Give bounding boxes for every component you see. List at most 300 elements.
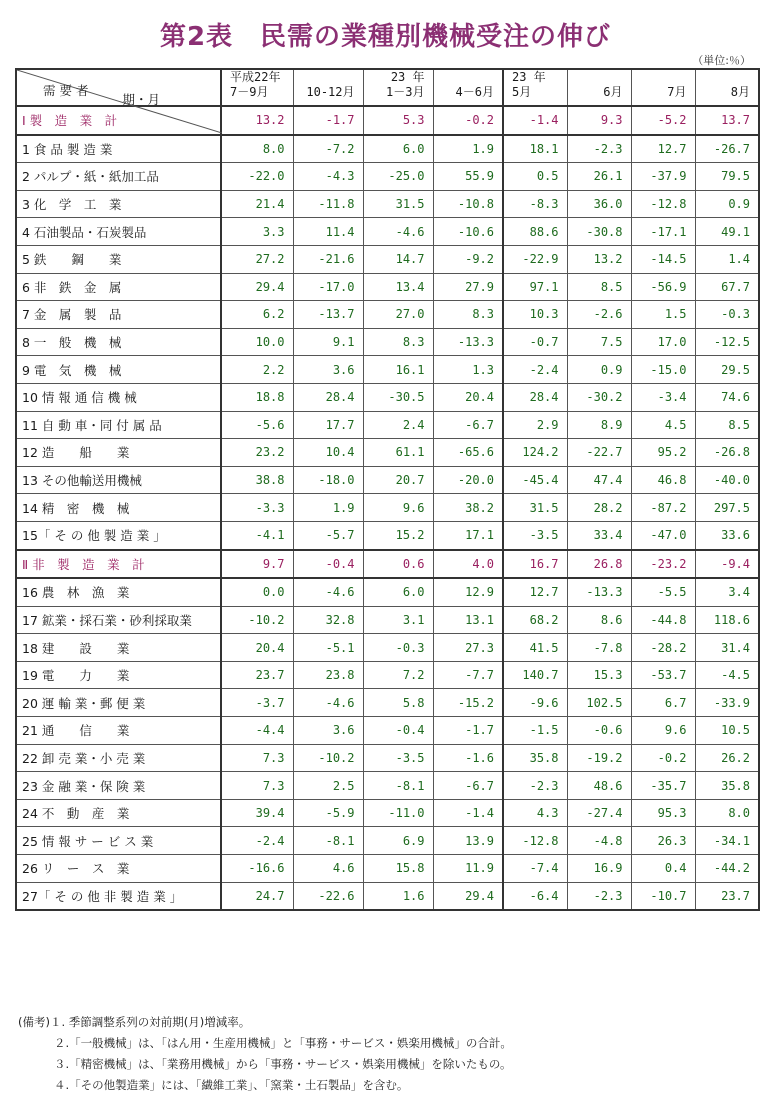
industry-label: 3 化 学 工 業 [16, 190, 221, 218]
table-cell: 3.3 [221, 218, 293, 246]
table-cell: 1.9 [433, 135, 503, 163]
industry-label: 14 精 密 機 械 [16, 494, 221, 522]
table-cell: 13.1 [433, 606, 503, 634]
table-cell: -26.8 [695, 439, 759, 467]
table-cell: -10.2 [293, 744, 363, 772]
industry-label: 12 造 船 業 [16, 439, 221, 467]
table-cell: 17.7 [293, 411, 363, 439]
table-cell: 1.9 [293, 494, 363, 522]
table-cell: 8.6 [567, 606, 631, 634]
table-row [16, 689, 759, 717]
table-cell: -0.7 [503, 328, 567, 356]
industry-label: 9 電 気 機 械 [16, 356, 221, 384]
column-header [631, 69, 695, 106]
table-cell: -56.9 [631, 273, 695, 301]
industry-label: 19 電 力 業 [16, 661, 221, 689]
table-cell: 2.2 [221, 356, 293, 384]
column-header-line1: 23 年 [390, 70, 425, 84]
table-cell: 26.1 [567, 163, 631, 191]
table-cell: 61.1 [363, 439, 433, 467]
table-cell: -45.4 [503, 466, 567, 494]
table-cell: 1.6 [363, 882, 433, 910]
table-row [16, 799, 759, 827]
table-row [16, 744, 759, 772]
subtotal-value: 4.0 [433, 550, 503, 579]
notes [18, 1012, 512, 1096]
table-row [16, 717, 759, 745]
table-cell: -6.7 [433, 411, 503, 439]
table-cell: -3.7 [221, 689, 293, 717]
subtotal-label: Ⅰ 製 造 業 計 [16, 106, 221, 135]
table-cell: 102.5 [567, 689, 631, 717]
industry-label: 25 情 報 サ ー ビ ス 業 [16, 827, 221, 855]
table-row [16, 521, 759, 549]
table-cell: -9.6 [503, 689, 567, 717]
column-header-line1: 23 年 [512, 70, 546, 84]
table-cell: -30.8 [567, 218, 631, 246]
table-cell: -1.6 [433, 744, 503, 772]
table-cell: 13.2 [567, 245, 631, 273]
table-cell: 31.5 [503, 494, 567, 522]
table-cell: 38.2 [433, 494, 503, 522]
table-cell: 38.8 [221, 466, 293, 494]
header-corner [16, 69, 221, 106]
table-cell: -0.3 [695, 301, 759, 329]
table-cell: -11.8 [293, 190, 363, 218]
table-cell: 0.5 [503, 163, 567, 191]
table-cell: 32.8 [293, 606, 363, 634]
subtotal-value: 26.8 [567, 550, 631, 579]
industry-label: 10 情 報 通 信 機 械 [16, 383, 221, 411]
table-cell: -40.0 [695, 466, 759, 494]
industry-label: 2 パルプ・紙・紙加工品 [16, 163, 221, 191]
table-cell: 27.3 [433, 634, 503, 662]
subtotal-value: -23.2 [631, 550, 695, 579]
table-cell: -3.5 [503, 521, 567, 549]
industry-label: 11 自 動 車・同 付 属 品 [16, 411, 221, 439]
table-cell: 124.2 [503, 439, 567, 467]
column-header-line2: 4－6月 [455, 85, 494, 99]
industry-label: 26 リ ー ス 業 [16, 855, 221, 883]
column-header-line2: 8月 [730, 85, 750, 99]
column-header [433, 69, 503, 106]
table-cell: -27.4 [567, 799, 631, 827]
table-cell: 74.6 [695, 383, 759, 411]
table-cell: 14.7 [363, 245, 433, 273]
table-cell: 8.9 [567, 411, 631, 439]
industry-label: 23 金 融 業・保 険 業 [16, 772, 221, 800]
industry-label: 6 非 鉄 金 属 [16, 273, 221, 301]
page-title: 第2表 民需の業種別機械受注の伸び [159, 22, 612, 52]
table-cell: -22.7 [567, 439, 631, 467]
table-cell: 8.5 [567, 273, 631, 301]
table-cell: 0.9 [695, 190, 759, 218]
subtotal-value: 13.7 [695, 106, 759, 135]
table-cell: 18.8 [221, 383, 293, 411]
table-cell: -6.7 [433, 772, 503, 800]
industry-label: 18 建 設 業 [16, 634, 221, 662]
table-cell: 95.2 [631, 439, 695, 467]
table-cell: 8.0 [695, 799, 759, 827]
table-cell: 29.4 [433, 882, 503, 910]
table-cell: 20.7 [363, 466, 433, 494]
table-cell: 3.1 [363, 606, 433, 634]
table-cell: 10.3 [503, 301, 567, 329]
table-cell: 2.4 [363, 411, 433, 439]
table-cell: -2.3 [503, 772, 567, 800]
table-cell: 6.7 [631, 689, 695, 717]
table-cell: 118.6 [695, 606, 759, 634]
table-cell: -4.3 [293, 163, 363, 191]
table-cell: -0.4 [363, 717, 433, 745]
note-2: ２.「一般機械」は、「はん用・生産用機械」と「事務・サービス・娯楽用機械」の合計。 [54, 1036, 512, 1050]
table-cell: 7.2 [363, 661, 433, 689]
table-cell: 7.3 [221, 744, 293, 772]
table-cell: 7.5 [567, 328, 631, 356]
table-cell: 16.1 [363, 356, 433, 384]
table-row [16, 661, 759, 689]
table-row [16, 882, 759, 910]
table-cell: -2.3 [567, 135, 631, 163]
table-cell: 11.9 [433, 855, 503, 883]
table-cell: -2.4 [503, 356, 567, 384]
note-3: ３.「精密機械」は、「業務用機械」から「事務・サービス・娯楽用機械」を除いたもの。 [54, 1057, 512, 1071]
subtotal-row [16, 550, 759, 579]
column-header-line2: 7月 [667, 85, 687, 99]
table-cell: -5.1 [293, 634, 363, 662]
table-cell: 28.4 [503, 383, 567, 411]
column-header-line2: 10-12月 [306, 85, 355, 99]
table-cell: -1.7 [433, 717, 503, 745]
industry-label: 21 通 信 業 [16, 717, 221, 745]
table-cell: 55.9 [433, 163, 503, 191]
table-cell: -25.0 [363, 163, 433, 191]
column-header [221, 69, 293, 106]
table-cell: -17.1 [631, 218, 695, 246]
table-cell: -7.2 [293, 135, 363, 163]
table-cell: -9.2 [433, 245, 503, 273]
subtotal-value: 9.7 [221, 550, 293, 579]
table-row [16, 135, 759, 163]
table-cell: -3.4 [631, 383, 695, 411]
table-cell: 27.0 [363, 301, 433, 329]
table-cell: 5.8 [363, 689, 433, 717]
table-cell: -7.7 [433, 661, 503, 689]
table-cell: -2.3 [567, 882, 631, 910]
table-cell: 49.1 [695, 218, 759, 246]
table-cell: -8.1 [363, 772, 433, 800]
table-cell: -10.8 [433, 190, 503, 218]
column-header [695, 69, 759, 106]
table-cell: 8.3 [363, 328, 433, 356]
table-cell: 297.5 [695, 494, 759, 522]
table-cell: -11.0 [363, 799, 433, 827]
table-cell: 4.6 [293, 855, 363, 883]
table-cell: -13.3 [433, 328, 503, 356]
industry-label: 8 一 般 機 械 [16, 328, 221, 356]
table-cell: 28.2 [567, 494, 631, 522]
table-cell: -4.8 [567, 827, 631, 855]
table-row [16, 578, 759, 606]
table-cell: -4.6 [293, 689, 363, 717]
industry-label: 20 運 輸 業・郵 便 業 [16, 689, 221, 717]
table-row [16, 634, 759, 662]
table-cell: -1.4 [433, 799, 503, 827]
table-cell: 15.2 [363, 521, 433, 549]
table-row [16, 273, 759, 301]
table-cell: 48.6 [567, 772, 631, 800]
table-row [16, 163, 759, 191]
table-cell: 15.3 [567, 661, 631, 689]
table-cell: 35.8 [503, 744, 567, 772]
table-cell: -18.0 [293, 466, 363, 494]
table-cell: 4.5 [631, 411, 695, 439]
column-header-line2: 7－9月 [230, 85, 269, 99]
subtotal-value: 13.2 [221, 106, 293, 135]
industry-label: 1 食 品 製 造 業 [16, 135, 221, 163]
table-cell: -2.4 [221, 827, 293, 855]
table-cell: 6.9 [363, 827, 433, 855]
table-cell: 33.6 [695, 521, 759, 549]
table-cell: 16.9 [567, 855, 631, 883]
table-cell: 24.7 [221, 882, 293, 910]
table-row [16, 356, 759, 384]
table-cell: 3.4 [695, 578, 759, 606]
table-cell: 12.7 [503, 578, 567, 606]
table-cell: 1.5 [631, 301, 695, 329]
table-cell: -4.6 [293, 578, 363, 606]
column-header-line1 [696, 70, 751, 85]
table-cell: 140.7 [503, 661, 567, 689]
column-header-line1 [632, 70, 687, 85]
table-row [16, 855, 759, 883]
table-cell: 9.6 [631, 717, 695, 745]
table-cell: -22.9 [503, 245, 567, 273]
table-cell: -5.7 [293, 521, 363, 549]
table-cell: 13.9 [433, 827, 503, 855]
table-cell: -30.2 [567, 383, 631, 411]
industry-label: 27「 そ の 他 非 製 造 業 」 [16, 882, 221, 910]
table-cell: 26.3 [631, 827, 695, 855]
table-cell: -10.2 [221, 606, 293, 634]
table-cell: 0.0 [221, 578, 293, 606]
table-cell: -13.7 [293, 301, 363, 329]
table-cell: -0.3 [363, 634, 433, 662]
subtotal-value: 9.3 [567, 106, 631, 135]
industry-label: 22 卸 売 業・小 売 業 [16, 744, 221, 772]
table-cell: 8.5 [695, 411, 759, 439]
table-cell: 10.4 [293, 439, 363, 467]
subtotal-value: -0.4 [293, 550, 363, 579]
table-cell: 12.9 [433, 578, 503, 606]
subtotal-value: -0.2 [433, 106, 503, 135]
table-row [16, 827, 759, 855]
table-cell: -22.0 [221, 163, 293, 191]
column-header [503, 69, 567, 106]
table-cell: -34.1 [695, 827, 759, 855]
note-1: (備考)１. 季節調整系列の対前期(月)増減率。 [18, 1015, 251, 1029]
table-cell: 23.2 [221, 439, 293, 467]
table-row [16, 301, 759, 329]
table-cell: 68.2 [503, 606, 567, 634]
table-cell: 67.7 [695, 273, 759, 301]
table-row [16, 383, 759, 411]
table-cell: -5.9 [293, 799, 363, 827]
column-header-line1 [434, 70, 495, 85]
column-header-line1: 平成22年 [230, 70, 281, 84]
subtotal-value: -9.4 [695, 550, 759, 579]
table-cell: -87.2 [631, 494, 695, 522]
table-cell: -3.5 [363, 744, 433, 772]
column-header-line2: 5月 [512, 85, 532, 99]
table-cell: -21.6 [293, 245, 363, 273]
table-cell: -19.2 [567, 744, 631, 772]
diagonal-line [17, 70, 222, 133]
table-cell: 13.4 [363, 273, 433, 301]
table-cell: 1.3 [433, 356, 503, 384]
table-cell: -8.1 [293, 827, 363, 855]
table-cell: 6.0 [363, 578, 433, 606]
subtotal-label: Ⅱ 非 製 造 業 計 [16, 550, 221, 579]
table-cell: 23.7 [221, 661, 293, 689]
table-cell: 31.5 [363, 190, 433, 218]
table-cell: -16.6 [221, 855, 293, 883]
table-cell: -6.4 [503, 882, 567, 910]
table-cell: 4.3 [503, 799, 567, 827]
table-cell: 9.6 [363, 494, 433, 522]
table-cell: -30.5 [363, 383, 433, 411]
table-cell: 0.9 [567, 356, 631, 384]
table-cell: 26.2 [695, 744, 759, 772]
table-cell: -15.0 [631, 356, 695, 384]
table-cell: -35.7 [631, 772, 695, 800]
table-cell: -26.7 [695, 135, 759, 163]
table-cell: 10.0 [221, 328, 293, 356]
table-row [16, 466, 759, 494]
table-cell: 27.9 [433, 273, 503, 301]
industry-label: 7 金 属 製 品 [16, 301, 221, 329]
subtotal-value: 5.3 [363, 106, 433, 135]
table-cell: 0.4 [631, 855, 695, 883]
table-row [16, 772, 759, 800]
table-cell: 41.5 [503, 634, 567, 662]
table-cell: -10.7 [631, 882, 695, 910]
industry-label: 13 その他輸送用機械 [16, 466, 221, 494]
table-cell: 12.7 [631, 135, 695, 163]
table-cell: 6.0 [363, 135, 433, 163]
table-cell: -4.5 [695, 661, 759, 689]
table-row [16, 494, 759, 522]
table-cell: -4.4 [221, 717, 293, 745]
table-cell: -8.3 [503, 190, 567, 218]
table-cell: 28.4 [293, 383, 363, 411]
table-row [16, 439, 759, 467]
table-cell: 31.4 [695, 634, 759, 662]
table-cell: 2.5 [293, 772, 363, 800]
table-cell: 7.3 [221, 772, 293, 800]
industry-label: 24 不 動 産 業 [16, 799, 221, 827]
table-cell: 79.5 [695, 163, 759, 191]
table-cell: 97.1 [503, 273, 567, 301]
table-cell: 33.4 [567, 521, 631, 549]
table-cell: -44.8 [631, 606, 695, 634]
table-cell: 95.3 [631, 799, 695, 827]
table-cell: 15.8 [363, 855, 433, 883]
table-cell: -12.8 [631, 190, 695, 218]
table-cell: -12.8 [503, 827, 567, 855]
column-header-line1 [294, 70, 355, 85]
header-row [16, 69, 759, 106]
table-cell: 88.6 [503, 218, 567, 246]
table-cell: 9.1 [293, 328, 363, 356]
subtotal-value: -1.4 [503, 106, 567, 135]
table-cell: 29.5 [695, 356, 759, 384]
column-header-line1 [568, 70, 623, 85]
note-4: ４.「その他製造業」には、「繊維工業」、「窯業・土石製品」を含む。 [54, 1078, 409, 1092]
unit-label: （単位:％） [692, 54, 751, 67]
subtotal-value: -5.2 [631, 106, 695, 135]
table-cell: -44.2 [695, 855, 759, 883]
column-header-line2: 6月 [603, 85, 623, 99]
column-header [293, 69, 363, 106]
orders-growth-table [15, 68, 760, 911]
table-cell: -5.5 [631, 578, 695, 606]
table-cell: -7.4 [503, 855, 567, 883]
table-row [16, 218, 759, 246]
table-cell: 23.7 [695, 882, 759, 910]
table-cell: -17.0 [293, 273, 363, 301]
table-row [16, 411, 759, 439]
table-cell: -2.6 [567, 301, 631, 329]
table-cell: 8.3 [433, 301, 503, 329]
table-cell: 18.1 [503, 135, 567, 163]
table-cell: 2.9 [503, 411, 567, 439]
subtotal-value: 16.7 [503, 550, 567, 579]
table-cell: 29.4 [221, 273, 293, 301]
table-cell: 8.0 [221, 135, 293, 163]
table-cell: 20.4 [221, 634, 293, 662]
industry-label: 5 鉄 鋼 業 [16, 245, 221, 273]
table-cell: -65.6 [433, 439, 503, 467]
table-cell: 21.4 [221, 190, 293, 218]
table-cell: -10.6 [433, 218, 503, 246]
table-cell: -14.5 [631, 245, 695, 273]
industry-label: 15「 そ の 他 製 造 業 」 [16, 521, 221, 549]
column-header [567, 69, 631, 106]
table-cell: 35.8 [695, 772, 759, 800]
table-cell: -0.2 [631, 744, 695, 772]
table-cell: -3.3 [221, 494, 293, 522]
table-cell: 36.0 [567, 190, 631, 218]
table-cell: 20.4 [433, 383, 503, 411]
table-cell: 27.2 [221, 245, 293, 273]
table-cell: 1.4 [695, 245, 759, 273]
column-header-line2: 1－3月 [386, 85, 425, 99]
industry-label: 16 農 林 漁 業 [16, 578, 221, 606]
table-cell: 39.4 [221, 799, 293, 827]
table-cell: 47.4 [567, 466, 631, 494]
table-cell: -20.0 [433, 466, 503, 494]
table-cell: 3.6 [293, 717, 363, 745]
table-cell: -47.0 [631, 521, 695, 549]
industry-label: 17 鉱業・採石業・砂利採取業 [16, 606, 221, 634]
header-period-label: 期・月 [122, 92, 160, 107]
table-cell: -53.7 [631, 661, 695, 689]
table-cell: 17.1 [433, 521, 503, 549]
table-cell: 46.8 [631, 466, 695, 494]
table-cell: -12.5 [695, 328, 759, 356]
table-cell: -5.6 [221, 411, 293, 439]
